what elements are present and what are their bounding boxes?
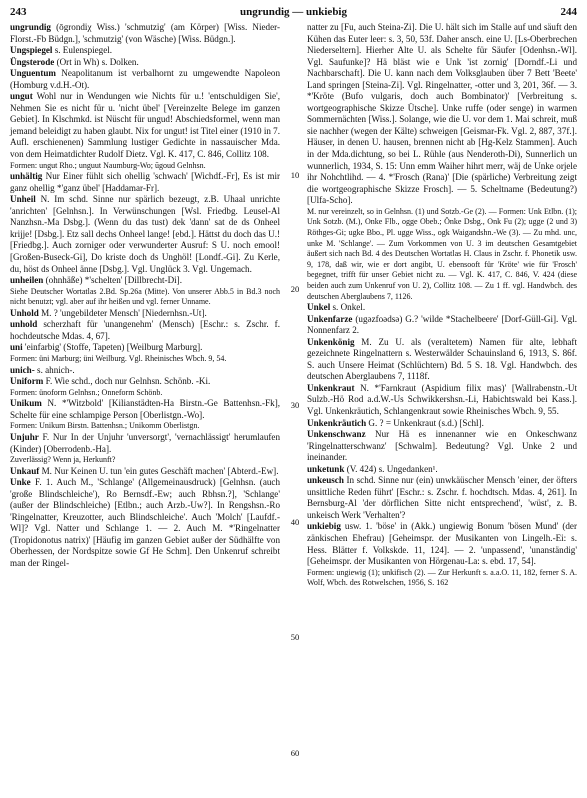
dictionary-entry: [10, 308, 280, 320]
entry-text: Wohl nur in Wendungen wie Nichts für u.! 'entschuldigen Sie', Nehmen Sie es nicht für u. 'nicht übel' [Vereinzelte Belege im ganzen Gebiet]. In Klschmkd. ist Nüscht für ungud! Abschiedsformel, wenn man jemand beleidigt zu haben glaubt. Nix for ungut! ist Titel einer (1910 in 7. Aufl. erschienenen) Sammlung lustiger Gedichte in nassauischer Mda. von dem Heimatdichter Rudolf Dietz. Vgl. K. 417, C. 846, Collitz 108.: [10, 91, 280, 160]
dictionary-entry: [10, 376, 280, 388]
dictionary-entry: [10, 22, 280, 45]
line-number: 30: [290, 400, 300, 410]
headword: uni: [10, 342, 23, 353]
headword: unkiebig: [307, 521, 341, 532]
dictionary-entry: [10, 171, 280, 194]
line-number: 50: [290, 632, 300, 642]
headword: Unikum: [10, 398, 42, 409]
entry-text: Nur Einer fühlt sich ohellig 'schwach' [Wichdf.-Fr], Es ist mir ganz ohellig *'ganz übel' [Haddamar-Fr].: [10, 171, 280, 193]
headword: unketunk: [307, 463, 345, 474]
headword: unheilen: [10, 275, 44, 286]
entry-text: N. Im schd. Sinne nur spärlich bezeugt, z.B. Uhaal unrichte 'anrichten' [Gelnhsn.]. In Verwünschungen [Wsl. Friedbg. Leusel-Al Nanzhsn.-Ma Dsbg.]. (Wenn du das tust) dek 'dann' sat de ds Onheel krijje! [Dsbg.]. Etz sall dechs Onheel lange! [ebd.]. Hättst du doch das U.! [Friedbg.]. Auch zorniger oder verwunderter Ausruf: S U. noch emool! [Großen-Buseck-Gi], Do kriste doch ds Unghöl! [Londf.-Gi]. Zu Kerle, du, höst ds Onheel änne [Dsbg.]. Vgl. Unglück 3. Vgl. Ungemach.: [10, 194, 280, 274]
entry-note: [10, 354, 280, 365]
headword: Üngsterode: [10, 56, 55, 67]
entry-text: M. Zu U. als (veraltetem) Namen für alte, lebhaft gezeichnete Ringelnattern s. Westerwälder Schauinsland 6, 1913, S. 86f. S. auch Unsere Heimat (Schlüchtern) Bd. 5 S. 18. Vgl. Handwbch. des deutschen Aberglaubens 7, 1118f.: [307, 336, 577, 382]
dictionary-entry: [307, 302, 577, 314]
headword: unhältig: [10, 171, 43, 182]
entry-text: M. ? 'ungebildeter Mensch' [Niedernhsn.-Ut].: [38, 307, 207, 318]
headword: Unkauf: [10, 465, 40, 476]
dictionary-entry: [10, 45, 280, 57]
dictionary-entry: [307, 383, 577, 418]
entry-text: Formen: ungut Rho.; unguut Naumburg-Wo; ūgoud Gelnhsn.: [10, 160, 206, 170]
entry-text: (V. 424) s. Ungedanken¹.: [344, 463, 438, 474]
entry-text: s. Onkel.: [330, 302, 366, 313]
entry-text: Nur Hä es innenanner wie en Onkeschwanz 'Ringelnatterschwanz' [Schwalm]. Bedeutung? Vgl. Unke 2 und ineinander.: [307, 429, 577, 463]
headword: Unkenfarze: [307, 313, 353, 324]
entry-text: N. *'Witzbold' [Kilianstädten-Ha Birstn.-Ge Battenhsn.-Fk], Schelte für eine schlampige Person [Oberlistgn.-Wo].: [10, 398, 280, 420]
dictionary-entry: [307, 464, 577, 476]
entry-text: In schd. Sinne nur (ein) unwkäüscher Mensch 'einer, der öfters unsittliche Reden führt' [Eschr.: s. Zschr. f. hochdtsch. Mdas. 4, 261]. In Bernsburg-Al 'der dörflichen Sitte nicht entsprechend', 'wüst', z. B. unkeisch Werk 'Verhalten'?: [307, 475, 577, 520]
dictionary-entry: [10, 365, 280, 377]
right-column: [307, 22, 577, 589]
headword: Unheil: [10, 194, 36, 205]
entry-text: Zuverlässig? Wenn ja, Herkunft?: [10, 455, 116, 465]
headword: Ungspiegel: [10, 45, 53, 56]
dictionary-entry: [10, 91, 280, 160]
entry-text: M. nur vereinzelt, so in Gelnhsn. (1) und Sotzb.-Ge (2). — Formen: Unk Etlbn. (1); Unk Sotzb. (M.), Onke Flb., ogge Obeb.; Önke Dsbg., Onk Fu (2); ugge (2 und 3) Röthges-Gi; ugke Bbo., Pl. ugge Wiss., ogk Waigandshn.-We (3). — Zu mhd. unc, unke M. 'Schlange'. — Zum Vorkommen von U. 3 im deutschen Gesamtgebiet äußert sich nach Bd. 4 des Deutschen Wortatlas H. Claus in Zschr. f. Phonetik usw. 9, 178, daß wir, wie er dort angibt, U. ebensooft für 'Kröte' wie für 'Frosch' begegnet, trifft für unser Gebiet nicht zu. — Vgl. K. 417, C. 846, V. 424 (diese beiden auch zum Unkenruf von U. 2), Collitz 108. — Zu 1 ff. vgl. Handwbch. des deutschen Aberglaubens 7, 1126.: [307, 206, 577, 301]
entry-text: s. ahnich-.: [34, 364, 75, 375]
entry-text: Siehe Deutscher Wortatlas 2.Bd. Sp.26a (Mitte). Von unserer Abb.5 in Bd.3 noch nicht benutzt; vgl. aber auf ihr heißen und vgl. ferner Unname.: [10, 286, 280, 307]
headword: Unkel: [307, 302, 331, 313]
headword: Uniform: [10, 376, 44, 387]
headword: Unkenkönig: [307, 336, 355, 347]
entry-text: M. Nur Keinen U. tun 'ein gutes Geschäft machen' [Abterd.-Ew].: [39, 465, 279, 476]
headword: ungrundig: [10, 22, 51, 32]
dictionary-entry: [10, 466, 280, 478]
headword: Unkenkraut: [307, 382, 355, 393]
dictionary-entry: [10, 342, 280, 354]
line-number: 40: [290, 517, 300, 527]
dictionary-entry: [10, 275, 280, 287]
entry-text: Formen: Unikum Birstn. Battenhsn.; Unikomm Oberlistgn.: [10, 421, 200, 431]
page-number-right: 244: [560, 6, 577, 18]
headword: unhold: [10, 319, 38, 330]
entry-note: [10, 421, 280, 432]
dictionary-entry: [307, 337, 577, 383]
dictionary-entry: [10, 57, 280, 69]
dictionary-entry: [10, 398, 280, 421]
entry-note: [10, 287, 280, 308]
entry-note: [307, 207, 577, 302]
headword: unich-: [10, 364, 35, 375]
dictionary-entry: [10, 194, 280, 275]
dictionary-entry: [307, 475, 577, 521]
entry-text: Formen: üni Marburg; üni Weilburg. Vgl. Rheinisches Wbch. 9, 54.: [10, 354, 227, 363]
running-title: ungrundig — unkiebig: [240, 6, 347, 18]
entry-text: natter zu [Fu, auch Steina-Zi]. Die U. hält sich im Stalle auf und säuft den Kühen das Euter leer: s. 3, 50, 53f. Daher ansch. eine U. [Ls-Oberbrechen Niederseltern]. Hierher Alte U. als Schelte für Säufer [Odenhsn.-Wl]. Vgl. Saufunke]? Hä bläst wie e Unk 'ist zornig' [Dorndf.-Li und Nachbarschaft]. Die U. kann nach dem Volksglauben über 7 Bett 'Beete' Land springen [Steina-Zi]. Vgl. Ringelnatter, -otter und 3, 201, 36f. — 3. *'Kröte (Bufo vulgaris, doch auch Bombinator)' [Verbreitung s. wortgeographische Skizze Ütsche]. Unke ruffe (oder senge) in warmen Sommernächten [Wiss.]. Solange, wie die U. vor dem 1. Mai schreit, muß sie nachher (wegen der Kälte) schweigen [Geismar-Fk. Vgl. 2, 887, 37f.]. Häuser, in denen U. hausen, brennen nicht ab [Hg-Kelz Stammen]. Auch in der Mda.dichtung, so bei L. Rühle (aus Nenderoth-Di), Sunnerlich un wunnerlich, 1934, S. 15: Unn emm Waiher hihrt merr, wäj de Unke orjele ihr Nohchtlihd. — 4. *'Frosch (Rana)' [Die (spärliche) Verbreitung zeigt die wortgeographische Skizze Frosch]. — 5. Scheltname (Bedeutung?) [Ulfa-Scho].: [307, 22, 577, 206]
entry-text: Formen: ünoform Gelnhsn.; Onneform Schönb.: [10, 387, 163, 397]
entry-text: (Ort in Wh) s. Dolken.: [54, 56, 139, 67]
entry-text: F. 1. Auch M., 'Schlange' (Allgemeinausdruck) [Gelnhsn. (auch 'große Blindschleiche'), Ro Bernsdf.-Ew; auch Rbhsn.?], 'Schlange' (außer der Blindschleiche) [Etlbn.; auch Arzb.-Uw?]. In Rengshsn.-Ro 'Ringelnatter, Kreuzotter, auch Blindschleiche'. Auch 'Molch' [Laufdf.-Wl]? Vgl. Natter und Schlange 1. — 2. Auch M. *'Ringelnatter (Tropidonotus natrix)' [Häufig im ganzen Gebiet außer der Südhälfte von Oberhessen, der Nordspitze sowie Gf He Schm]. Den Unkenruf schreibt man der Ringel-: [10, 477, 280, 569]
headword: Unjuhr: [10, 431, 39, 442]
entry-note: [307, 568, 577, 589]
page-number-left: 243: [10, 6, 27, 18]
entry-text: F. Nur In der Unjuhr 'unversorgt', 'vernachlässigt' herumlaufen (Kinder) [Oberrodenb.-Ha].: [10, 431, 280, 454]
dictionary-entry: [10, 319, 280, 342]
entry-text: G. ? = Unkenkraut (s.d.) [Schl].: [366, 417, 484, 428]
dictionary-entry: [10, 432, 280, 455]
headword: Unhold: [10, 307, 39, 318]
line-number: 20: [290, 284, 300, 294]
entry-text: (ōgrondiχ Wiss.) 'schmutzig' (am Körper) [Wiss. Nieder-Florst.-Fb Büdgn.], 'schmutzig' (von Wäsche) [Wiss. Büdgn.].: [10, 22, 280, 44]
dictionary-entry: [10, 68, 280, 91]
headword: Unkenkräutich: [307, 417, 367, 428]
entry-text: F. Wie schd., doch nur Gelnhsn. Schönb. -Ki.: [43, 376, 211, 387]
entry-note: [10, 388, 280, 399]
entry-text: N. *'Farnkraut (Aspidium filix mas)' [Wallrabenstn.-Ut Sulzb.-Hö Rod a.d.W.-Us Schwikkershsn.-Li, Habichtswald bei Kass.]. Vgl. Unkenkräutich, Schlangenkraut sowie Rheinisches Wbch. 9, 55.: [307, 382, 577, 417]
entry-text: Neapolitanum ist verbalhornt zu umgewendte Napoleon (Homburg v.d.H.-Ot).: [10, 68, 280, 90]
dictionary-entry: [307, 429, 577, 464]
headword: Unguentum: [10, 68, 56, 79]
left-column: [10, 22, 280, 570]
headword: Unkenschwanz: [307, 429, 366, 440]
entry-text: s. Eulenspiegel.: [52, 45, 113, 56]
dictionary-entry: [307, 314, 577, 337]
entry-note: [10, 161, 280, 172]
dictionary-entry: [307, 521, 577, 567]
entry-text: Formen: ungiewig (1); unkifisch (2). — Zur Herkunft s. a.a.O. 11, 182, ferner S. A. Wolf, Wbch. des Rotwelschen, 1956, S. 162: [307, 567, 577, 588]
dictionary-entry: [10, 477, 280, 569]
entry-text: (ugəzfoədsə) G.? 'wilde *Stachelbeere' [Dorf-Güll-Gi]. Vgl. Nonnenfarz 2.: [307, 313, 577, 336]
headword: ungut: [10, 91, 33, 102]
headword: Unke: [10, 477, 31, 488]
dictionary-entry: [307, 418, 577, 430]
line-number: 60: [290, 748, 300, 758]
dictionary-entry: [307, 22, 577, 207]
entry-text: 'einfarbig' (Stoffe, Tapeten) [Weilburg Marburg].: [22, 342, 203, 353]
entry-text: (ohnhäße) *'schelten' [Dillbrecht-Di].: [43, 275, 182, 286]
entry-note: [10, 455, 280, 466]
line-number: 10: [290, 170, 300, 180]
headword: unkeusch: [307, 475, 344, 486]
entry-text: scherzhaft für 'unangenehm' (Mensch) [Eschr.: s. Zschr. f. hochdeutsche Mdas. 4, 67].: [10, 319, 280, 341]
entry-text: usw. 1. 'böse' in (Akk.) ungiewig Bonum 'bösen Mund' (der zänkischen Ehefrau) [Geheimspr. der Musikanten von Lingelh.-Ei: s. Hess. Blätter f. Volkskde. 11, 124]. — 2. 'unpassend', 'unanständig' [Geheimspr. der Musikanten von Hörgenau-La: s. ebd. 17, 54].: [307, 521, 577, 567]
page-header: [10, 6, 577, 20]
